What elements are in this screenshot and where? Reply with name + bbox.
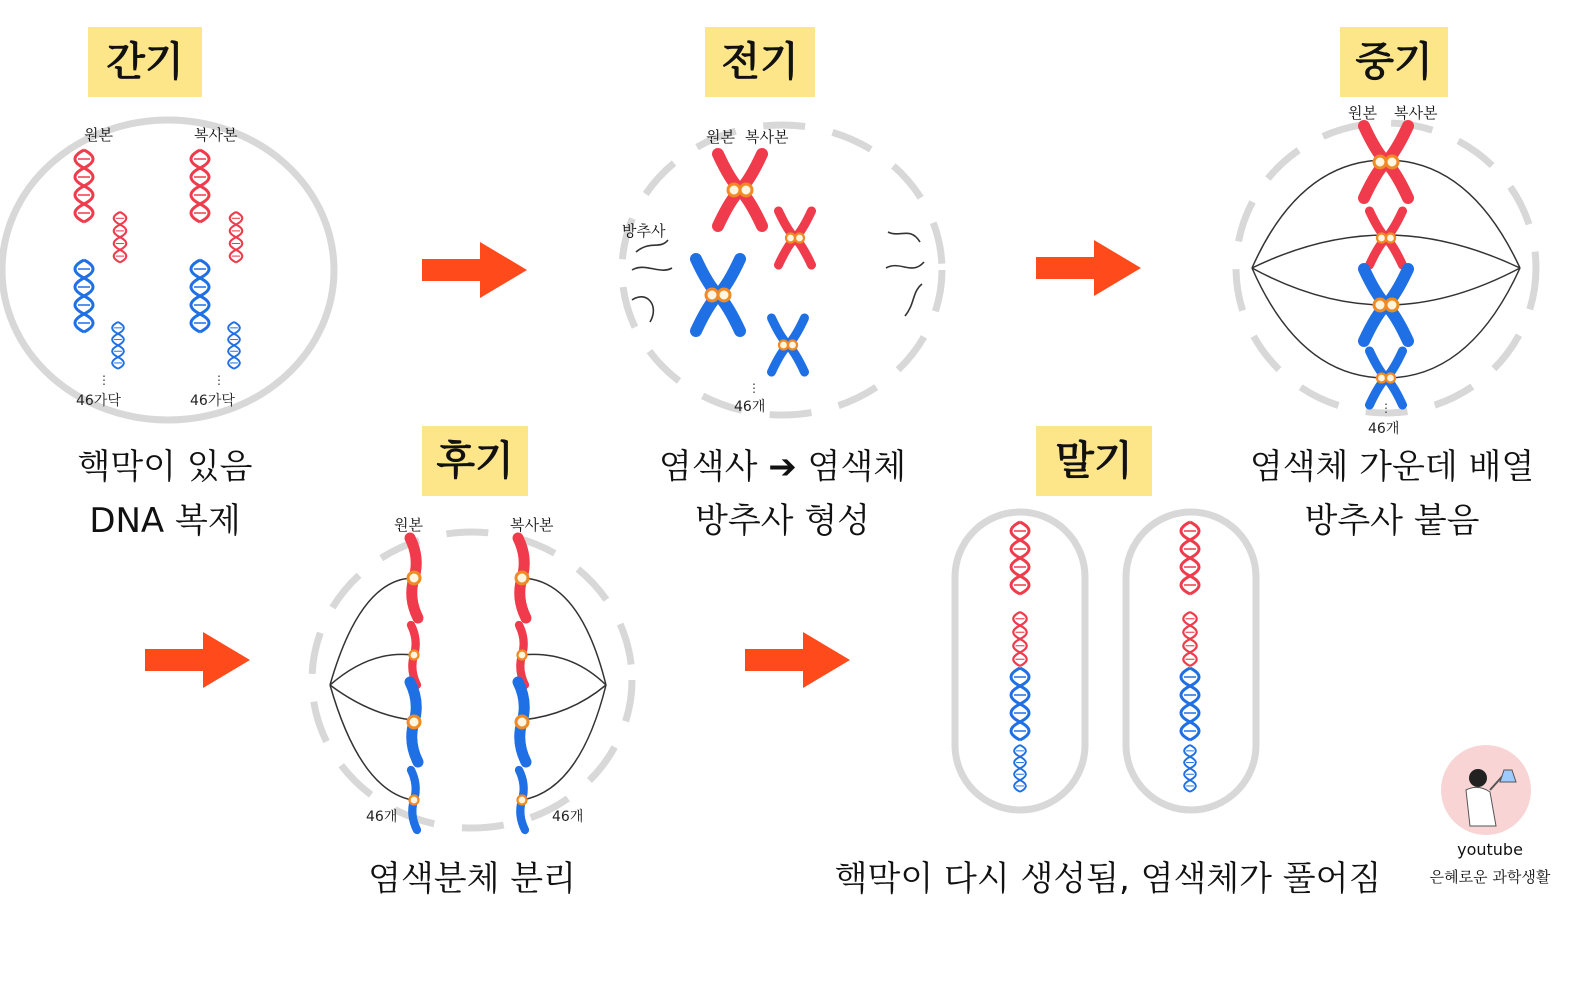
tag-metaphase: 중기 [1340, 27, 1448, 97]
tag-interphase: 간기 [88, 27, 202, 97]
anaphase-original-label: 원본 [394, 516, 423, 534]
svg-text:⋮: ⋮ [1380, 401, 1392, 415]
caption-anaphase: 염색분체 분리 [368, 859, 576, 899]
channel-avatar [1441, 745, 1531, 835]
arrow-4 [745, 632, 850, 688]
caption-interphase [40, 440, 290, 548]
interphase-cell [2, 120, 334, 420]
svg-text:⋮: ⋮ [213, 373, 225, 387]
caption-prophase-line1: 염색사 ➔ 염색체 [658, 447, 907, 487]
metaphase-copy-label: 복사본 [1394, 104, 1438, 122]
channel-name: 은혜로운 과학생활 [1429, 868, 1551, 886]
dna-original-1 [75, 150, 93, 222]
spindle-label: 방추사 [622, 222, 666, 240]
metaphase-original-label: 원본 [1348, 104, 1377, 122]
metaphase-cell [1236, 123, 1536, 415]
anaphase-copy-label: 복사본 [510, 516, 554, 534]
interphase-original-label: 원본 [84, 126, 113, 144]
prophase-original-label: 원본 [706, 128, 735, 146]
caption-prophase [630, 440, 935, 548]
arrow-2 [1036, 240, 1141, 296]
anaphase-count-right: 46개 [552, 809, 584, 825]
anaphase-cell [312, 532, 632, 830]
caption-metaphase [1232, 440, 1552, 548]
caption-interphase-line1: 핵막이 있음 [77, 447, 253, 487]
svg-text:⋮: ⋮ [98, 373, 110, 387]
prophase-count: 46개 [734, 399, 766, 415]
caption-interphase-line2: DNA 복제 [89, 501, 241, 541]
interphase-count-left: 46가닥 [76, 393, 121, 409]
arrow-1 [422, 242, 527, 298]
caption-metaphase-line1: 염색체 가운데 배열 [1249, 447, 1535, 487]
arrow-3 [145, 632, 250, 688]
metaphase-count: 46개 [1368, 421, 1400, 437]
interphase-copy-label: 복사본 [194, 126, 238, 144]
interphase-count-right: 46가닥 [190, 393, 235, 409]
channel-platform: youtube [1457, 840, 1523, 859]
prophase-copy-label: 복사본 [745, 128, 789, 146]
caption-prophase-line2: 방추사 형성 [694, 501, 871, 541]
prophase-cell [622, 125, 942, 415]
telophase-cells [955, 512, 1256, 810]
caption-metaphase-line2: 방추사 붙음 [1304, 501, 1480, 541]
tag-anaphase: 후기 [422, 426, 528, 496]
caption-telophase: 핵막이 다시 생성됨, 염색체가 풀어짐 [834, 859, 1382, 899]
tag-telophase: 말기 [1036, 426, 1152, 496]
svg-text:⋮: ⋮ [748, 381, 760, 395]
tag-prophase: 전기 [705, 27, 815, 97]
anaphase-count-left: 46개 [366, 809, 398, 825]
